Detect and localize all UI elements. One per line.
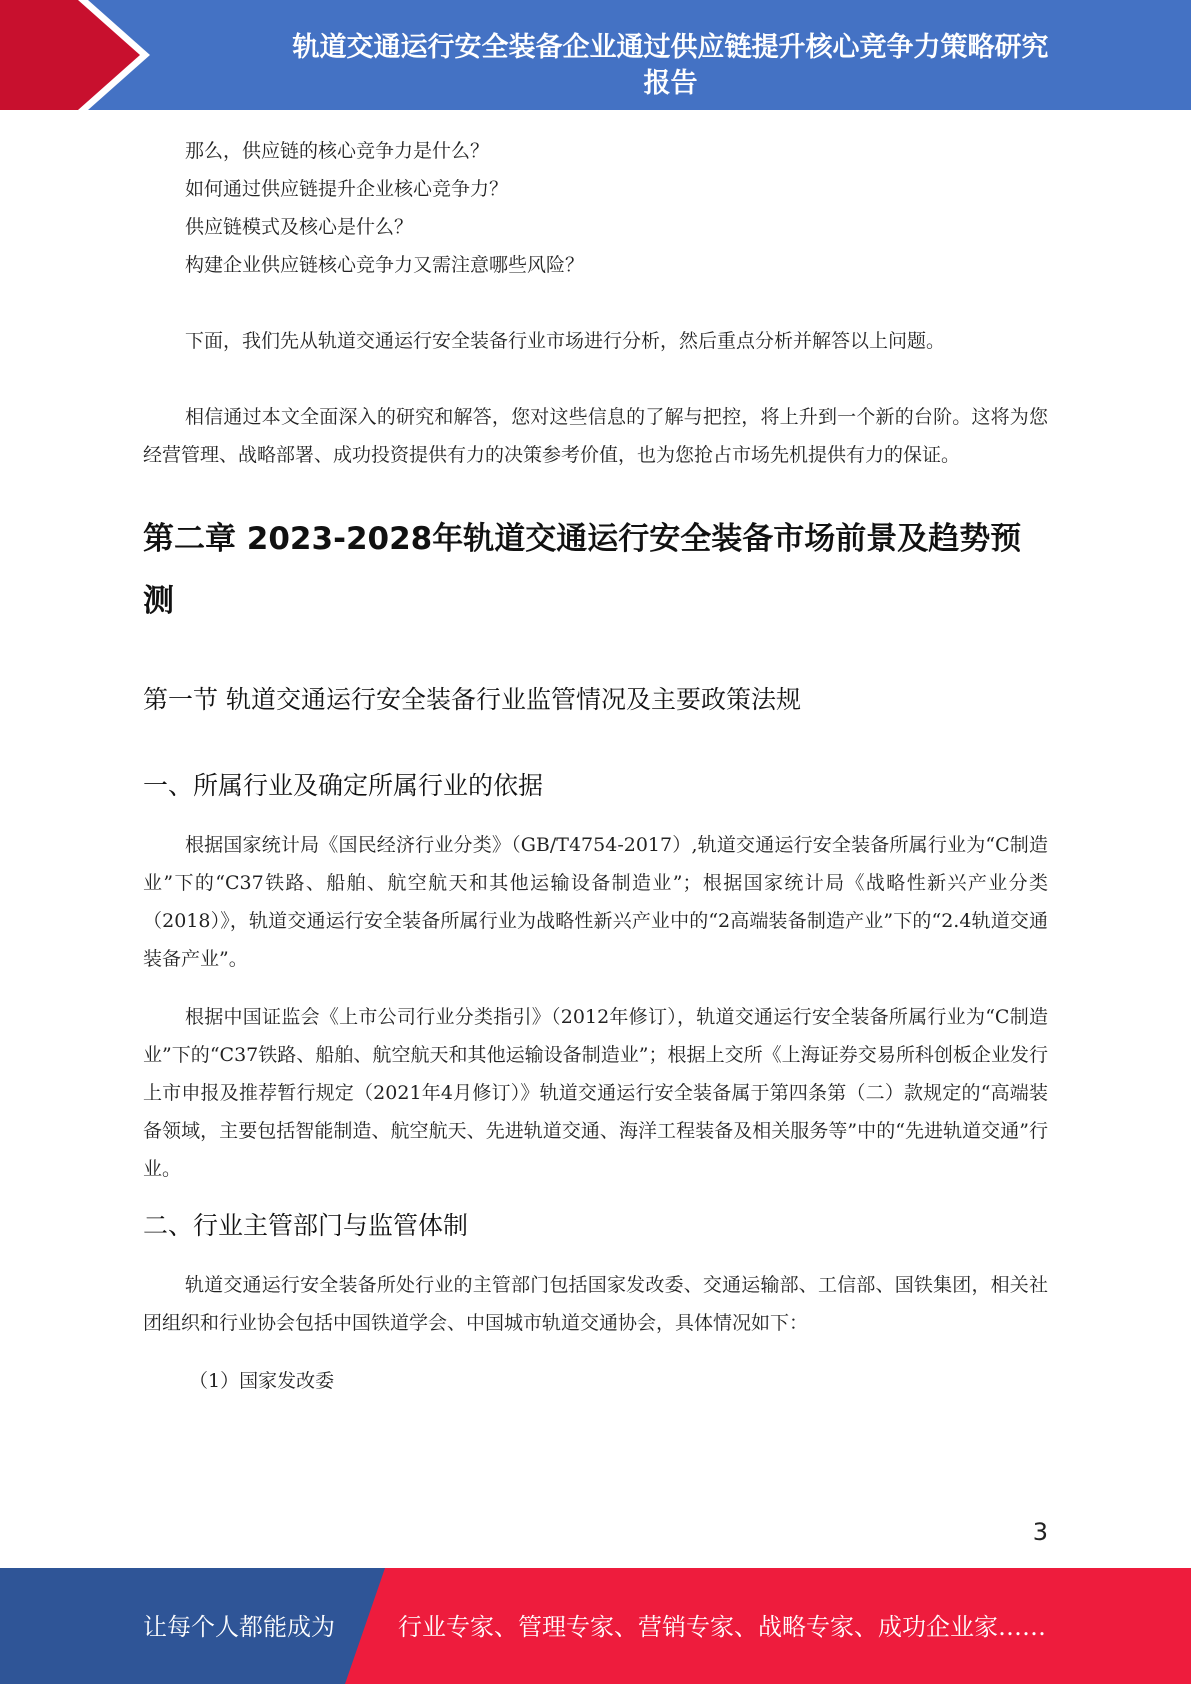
intro-paragraph-2: 相信通过本文全面深入的研究和解答，您对这些信息的了解与把控，将上升到一个新的台阶。这将为您经营管理、战略部署、成功投资提供有力的决策参考价值，也为您抢占市场先机提供有力的保证。 (143, 406, 1048, 466)
chapter-title: 第二章 2023-2028年轨道交通运行安全装备市场前景及趋势预测 (143, 521, 1022, 619)
header-red-arrow-decoration (0, 0, 150, 110)
subsection-1-paragraph-2: 根据中国证监会《上市公司行业分类指引》（2012年修订），轨道交通运行安全装备所属行业为“C制造业”下的“C37铁路、船舶、航空航天和其他运输设备制造业”；根据上交所《上海证券交易所科创板企业发行上市申报及推荐暂行规定（2021年4月修订）》轨道交通运行安全装备属于第四条第（二）款规定的“高端装备领域，主要包括智能制造、航空航天、先进轨道交通、海洋工程装备及相关服务等”中的“先进轨道交通”行业。 (143, 1006, 1048, 1180)
subsection-1-paragraph-1: 根据国家统计局《国民经济行业分类》（GB/T4754-2017）,轨道交通运行安全装备所属行业为“C制造业”下的“C37铁路、船舶、航空航天和其他运输设备制造业”；根据国家统计局《战略性新兴产业分类（2018）》，轨道交通运行安全装备所属行业为战略性新兴产业中的“2高端装备制造产业”下的“2.4轨道交通装备产业”。 (143, 834, 1048, 970)
report-title-line1: 轨道交通运行安全装备企业通过供应链提升核心竞争力策略研究 (292, 32, 1049, 63)
intro-paragraph-1: 下面，我们先从轨道交通运行安全装备行业市场进行分析，然后重点分析并解答以上问题。 (185, 330, 946, 352)
question-1: 那么，供应链的核心竞争力是什么？ (185, 140, 490, 162)
page-number: 3 (1032, 1518, 1048, 1546)
subsection-2-item-1: （1）国家发改委 (189, 1370, 335, 1392)
page-header (0, 0, 1191, 110)
footer-slogan-right: 行业专家、管理专家、营销专家、战略专家、成功企业家…… (398, 1613, 1046, 1641)
subsection-title-1: 一、所属行业及确定所属行业的依据 (143, 771, 544, 800)
subsection-title-2: 二、行业主管部门与监管体制 (143, 1211, 469, 1240)
question-2: 如何通过供应链提升企业核心竞争力？ (185, 178, 509, 200)
main-content (143, 132, 1048, 1400)
question-3: 供应链模式及核心是什么？ (185, 216, 414, 238)
report-title (150, 30, 1191, 102)
footer-slogan-left: 让每个人都能成为 (143, 1613, 335, 1641)
report-title-line2: 报告 (643, 68, 698, 99)
question-4: 构建企业供应链核心竞争力又需注意哪些风险？ (185, 254, 585, 276)
subsection-2-paragraph-1: 轨道交通运行安全装备所处行业的主管部门包括国家发改委、交通运输部、工信部、国铁集团，相关社团组织和行业协会包括中国铁道学会、中国城市轨道交通协会，具体情况如下： (143, 1274, 1048, 1334)
section-title: 第一节 轨道交通运行安全装备行业监管情况及主要政策法规 (143, 685, 801, 714)
page-footer (0, 1568, 1191, 1684)
